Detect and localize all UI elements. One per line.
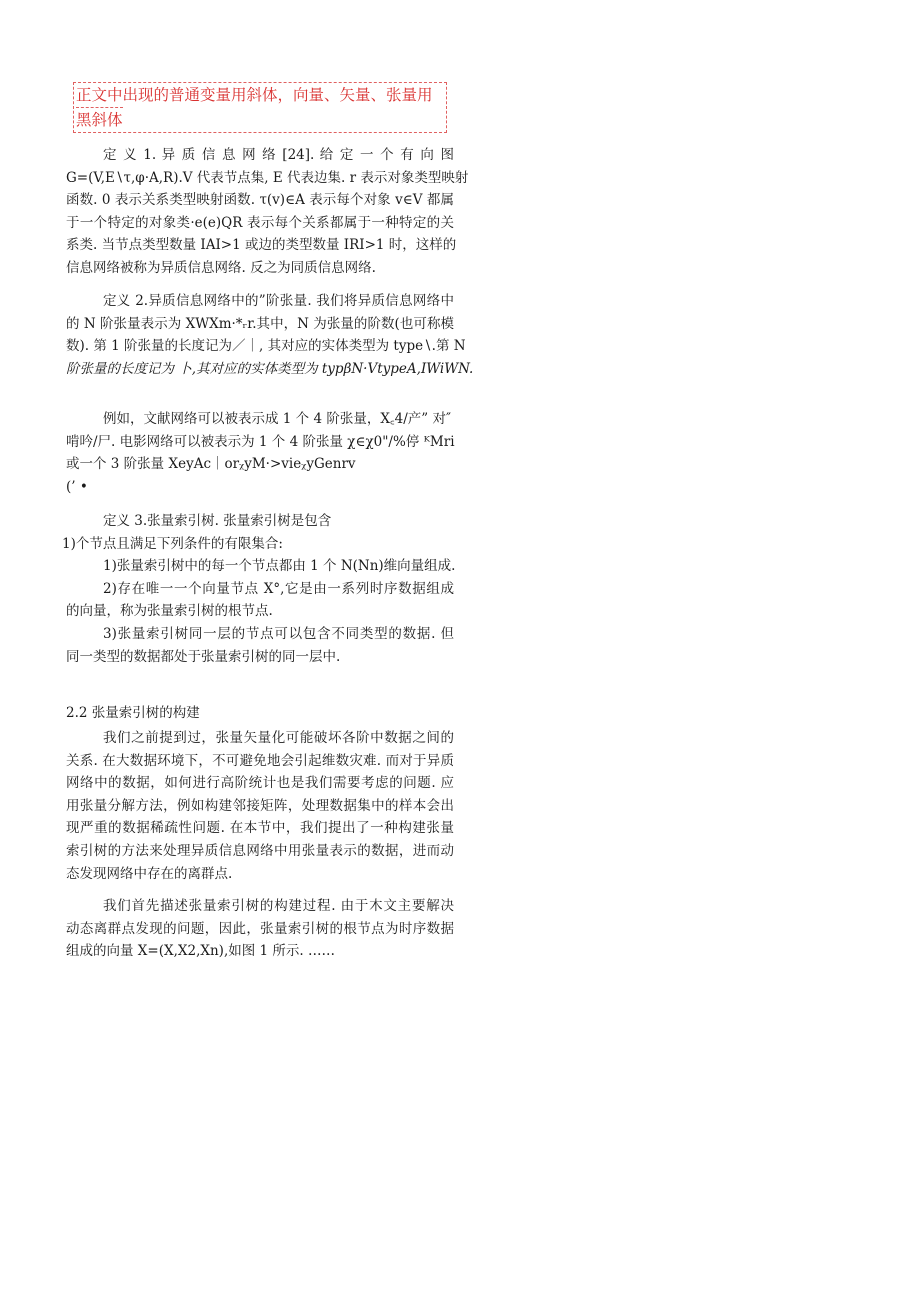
def3-line: 定义 3.张量索引树. 张量索引树是包含 bbox=[103, 513, 332, 529]
definition-2 bbox=[66, 290, 474, 380]
section-p1-line: 现严重的数据稀疏性问题. 在本节中，我们提出了一种构建张量 bbox=[66, 820, 454, 837]
def1-line: 于一个特定的对象类·e(e)QR 表示每个关系都属于一种特定的关 bbox=[66, 214, 454, 231]
def3-condition: 1)张量索引树中的每一个节点都由 1 个 N(Nn)维向量组成. bbox=[103, 558, 456, 575]
example-line: 例如，文献网络可以被表示成 1 个 4 阶张量，X꜀4/产” 对″ bbox=[103, 411, 451, 427]
example-line: 啃吟/尸. 电影网络可以被表示为 1 个 4 阶张量 χ∈χ0"/%停 ᴷMri bbox=[66, 433, 455, 450]
example-line: 或一个 3 阶张量 XeyAc｜orᵪyM·>vieᵪyGenrv bbox=[66, 456, 356, 473]
def3-condition: 同一类型的数据都处于张量索引树的同一层中. bbox=[66, 648, 341, 665]
section-p1-line: 关系. 在大数据环境下，不可避免地会引起维数灾难. 而对于异质 bbox=[66, 752, 454, 769]
def1-line: 系类. 当节点类型数量 IAI>1 或边的类型数量 IRI>1 时，这样的 bbox=[66, 237, 457, 254]
section-paragraph-2 bbox=[66, 895, 454, 963]
formatting-note-box bbox=[73, 82, 447, 133]
definition-3 bbox=[62, 510, 456, 668]
def3-condition: 的向量，称为张量索引树的根节点. bbox=[66, 603, 273, 620]
definition-1 bbox=[66, 144, 469, 280]
def2-line: 阶张量的长度记为 卜,其对应的实体类型为 typβN·VtypeA,IWiWN. bbox=[66, 360, 474, 377]
section-paragraph-1 bbox=[66, 727, 454, 885]
def3-condition: 2)存在唯一一个向量节点 X°,它是由一系列时序数据组成 bbox=[103, 580, 454, 597]
note-line-2: 黑斜体 bbox=[76, 107, 123, 132]
def1-line: 定 义 1. 异 质 信 息 网 络 [24]. 给 定 一 个 有 向 图 bbox=[103, 147, 454, 163]
def2-line: 数). 第 1 阶张量的长度记为／｜, 其对应的实体类型为 type∖.第 N bbox=[66, 338, 466, 355]
def3-line: 1)个节点且满足下列条件的有限集合: bbox=[62, 535, 283, 552]
section-p1-line: 网络中的数据，如何进行高阶统计也是我们需要考虑的问题. 应 bbox=[66, 775, 454, 792]
example-paragraph bbox=[66, 408, 454, 498]
def2-line: 的 N 阶张量表示为 XWXm·*ᵣr.其中，N 为张量的阶数(也可称模 bbox=[66, 315, 454, 332]
section-heading: 2.2 张量索引树的构建 bbox=[66, 705, 200, 721]
def1-line: G=(V,E∖τ,φ·A,R).V 代表节点集, E 代表边集. r 表示对象类型映射 bbox=[66, 169, 469, 186]
def1-line: 信息网络被称为异质信息网络. 反之为同质信息网络. bbox=[66, 259, 376, 276]
note-line-1: 正文中出现的普通变量用斜体，向量、矢量、张量用 bbox=[76, 86, 433, 104]
section-p1-line: 用张量分解方法，例如构建邻接矩阵，处理数据集中的样本会出 bbox=[66, 797, 454, 814]
section-p1-line: 态发现网络中存在的离群点. bbox=[66, 865, 233, 882]
section-p2-line: 组成的向量 X=(X,X2,Xn),如图 1 所示. …… bbox=[66, 943, 335, 960]
def2-line: 定义 2.异质信息网络中的”阶张量. 我们将异质信息网络中 bbox=[103, 293, 454, 309]
def3-condition: 3)张量索引树同一层的节点可以包含不同类型的数据. 但 bbox=[103, 625, 454, 642]
section-p2-line: 动态离群点发现的问题，因此，张量索引树的根节点为时序数据 bbox=[66, 920, 454, 937]
def1-line: 函数. 0 表示关系类型映射函数. τ(v)∈A 表示每个对象 v∈V 都属 bbox=[66, 192, 454, 209]
section-p2-line: 我们首先描述张量索引树的构建过程. 由于木文主要解决 bbox=[103, 898, 454, 914]
section-p1-line: 我们之前提到过，张量矢量化可能破坏各阶中数据之间的 bbox=[103, 730, 454, 746]
section-p1-line: 索引树的方法来处理异质信息网络中用张量表示的数据，进而动 bbox=[66, 842, 454, 859]
example-line: (’ • bbox=[66, 478, 88, 495]
